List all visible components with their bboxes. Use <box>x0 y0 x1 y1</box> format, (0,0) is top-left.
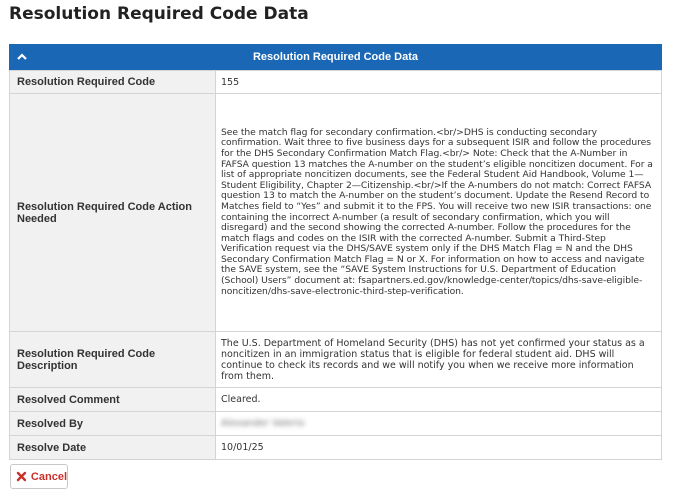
cancel-button[interactable] <box>10 464 68 489</box>
redacted-name: Alexander Valerio <box>221 418 305 429</box>
panel-header <box>9 44 662 70</box>
row-value: 10/01/25 <box>216 436 662 460</box>
row-label: Resolved Comment <box>10 388 216 412</box>
row-label: Resolve Date <box>10 436 216 460</box>
resolution-panel <box>9 44 662 460</box>
row-label: Resolved By <box>10 412 216 436</box>
table-row <box>10 71 662 94</box>
panel-title: Resolution Required Code Data <box>252 51 419 63</box>
chevron-up-icon[interactable] <box>15 44 31 70</box>
row-value: See the match flag for secondary confirmation.<br/>DHS is conducting secondary confirmation. Wait three to five business days for a subsequent ISIR and follow the procedures for the DHS Secondary Confirmation Match Flag.<br/> Note: Check that the A-Number in FAFSA question 13 matches the A-number on the student’s eligible noncitizen document. For a list of appropriate noncitizen documents, see the Federal Student Aid Handbook, Volume 1—Student Eligibility, Chapter 2—Citizenship.<br/>If the A-numbers do not match: Correct FAFSA question 13 to match the A-number on the student’s document. Update the Resend Record to Matches field to “Yes” and submit it to the FPS. You will receive two new ISIR transactions: one containing the incorrect A-number (a result of secondary confirmation, which you will disregard) and the second showing the corrected A-number. Follow the procedures for the match flags and codes on the ISIR with the corrected A-number. Submit a Third-Step Verification request via the DHS/SAVE system only if the DHS Match Flag = N and the DHS Secondary Confirmation Match Flag = N or X. For information on how to access and navigate the SAVE system, see the “SAVE System Instructions for U.S. Department of Education (School) Users” document at: fsapartners.ed.gov/knowledge-center/topics/dhs-save-eligible-noncitizen/dhs-save-electronic-third-step-verification. <box>216 94 662 332</box>
cancel-label: Cancel <box>30 470 67 483</box>
row-value: Cleared. <box>216 388 662 412</box>
row-value: 155 <box>216 71 662 94</box>
table-row <box>10 436 662 460</box>
close-icon <box>15 470 28 483</box>
resolution-table <box>9 70 662 460</box>
row-label: Resolution Required Code <box>10 71 216 94</box>
page-title: Resolution Required Code Data <box>9 4 309 24</box>
table-row <box>10 94 662 332</box>
table-row <box>10 412 662 436</box>
table-row <box>10 388 662 412</box>
row-label: Resolution Required Code Description <box>10 332 216 388</box>
row-value <box>216 412 662 436</box>
table-row <box>10 332 662 388</box>
row-value: The U.S. Department of Homeland Security (DHS) has not yet confirmed your status as a noncitizen in an immigration status that is eligible for federal student aid. DHS will continue to check its records and we will notify you when we receive more information from them. <box>216 332 662 388</box>
row-label: Resolution Required Code Action Needed <box>10 94 216 332</box>
